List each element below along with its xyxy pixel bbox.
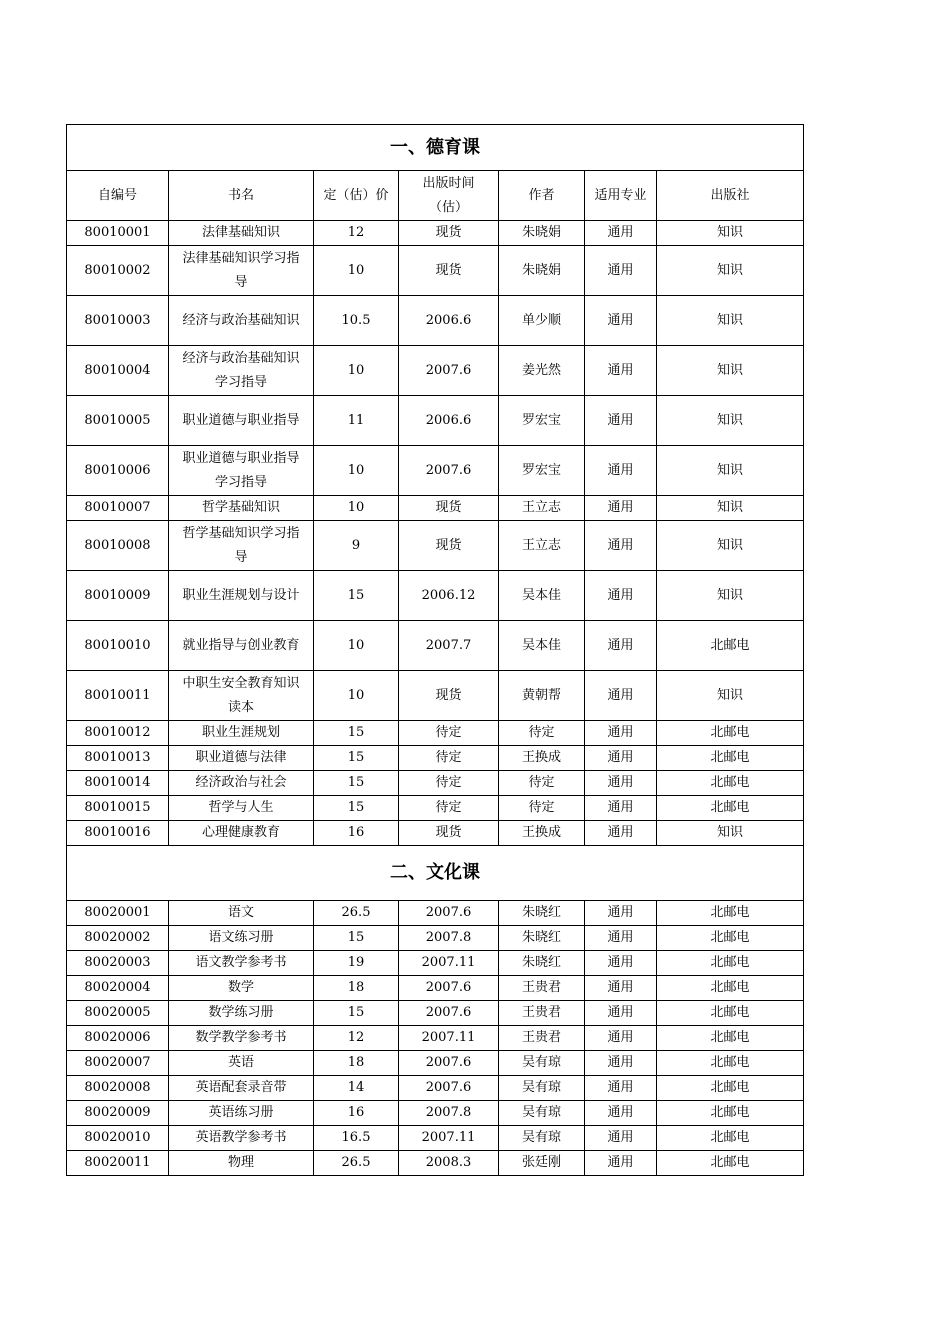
cell-date: 2007.6 bbox=[399, 346, 499, 396]
table-row bbox=[67, 1051, 804, 1076]
cell-date: 2006.6 bbox=[399, 396, 499, 446]
cell-id: 80010005 bbox=[67, 396, 169, 446]
table-row bbox=[67, 571, 804, 621]
cell-title: 语文 bbox=[169, 901, 314, 926]
cell-author: 吴有琼 bbox=[499, 1051, 585, 1076]
cell-price: 19 bbox=[314, 951, 399, 976]
cell-price: 10 bbox=[314, 671, 399, 721]
header-publisher: 出版社 bbox=[657, 171, 804, 221]
header-title: 书名 bbox=[169, 171, 314, 221]
cell-author: 吴有琼 bbox=[499, 1126, 585, 1151]
book-list-table bbox=[66, 124, 804, 1176]
cell-publisher: 知识 bbox=[657, 821, 804, 846]
cell-id: 80020002 bbox=[67, 926, 169, 951]
table-row bbox=[67, 446, 804, 496]
cell-major: 通用 bbox=[585, 1001, 657, 1026]
cell-publisher: 北邮电 bbox=[657, 976, 804, 1001]
cell-author: 朱晓红 bbox=[499, 951, 585, 976]
cell-author: 王立志 bbox=[499, 496, 585, 521]
cell-price: 16.5 bbox=[314, 1126, 399, 1151]
cell-date: 2007.11 bbox=[399, 951, 499, 976]
cell-price: 18 bbox=[314, 976, 399, 1001]
cell-date: 待定 bbox=[399, 721, 499, 746]
cell-id: 80010006 bbox=[67, 446, 169, 496]
cell-major: 通用 bbox=[585, 771, 657, 796]
cell-major: 通用 bbox=[585, 926, 657, 951]
cell-date: 现货 bbox=[399, 521, 499, 571]
table-row bbox=[67, 521, 804, 571]
cell-price: 12 bbox=[314, 1026, 399, 1051]
cell-date: 2007.8 bbox=[399, 1101, 499, 1126]
cell-date: 现货 bbox=[399, 246, 499, 296]
cell-publisher: 北邮电 bbox=[657, 926, 804, 951]
cell-author: 张廷刚 bbox=[499, 1151, 585, 1176]
cell-publisher: 知识 bbox=[657, 496, 804, 521]
cell-major: 通用 bbox=[585, 1151, 657, 1176]
header-author: 作者 bbox=[499, 171, 585, 221]
cell-title: 中职生安全教育知识读本 bbox=[169, 671, 314, 721]
cell-author: 朱晓娟 bbox=[499, 221, 585, 246]
header-id: 自编号 bbox=[67, 171, 169, 221]
cell-price: 16 bbox=[314, 1101, 399, 1126]
cell-publisher: 知识 bbox=[657, 446, 804, 496]
cell-title: 数学 bbox=[169, 976, 314, 1001]
cell-title: 法律基础知识 bbox=[169, 221, 314, 246]
cell-publisher: 知识 bbox=[657, 521, 804, 571]
cell-major: 通用 bbox=[585, 1126, 657, 1151]
cell-author: 单少顺 bbox=[499, 296, 585, 346]
cell-id: 80010002 bbox=[67, 246, 169, 296]
cell-title: 英语 bbox=[169, 1051, 314, 1076]
table-row bbox=[67, 246, 804, 296]
cell-id: 80020011 bbox=[67, 1151, 169, 1176]
cell-publisher: 北邮电 bbox=[657, 746, 804, 771]
cell-title: 经济与政治基础知识 bbox=[169, 296, 314, 346]
table-row bbox=[67, 1151, 804, 1176]
cell-publisher: 知识 bbox=[657, 221, 804, 246]
cell-publisher: 北邮电 bbox=[657, 1026, 804, 1051]
cell-price: 10 bbox=[314, 246, 399, 296]
table-row bbox=[67, 1126, 804, 1151]
cell-author: 朱晓红 bbox=[499, 926, 585, 951]
cell-date: 2007.6 bbox=[399, 976, 499, 1001]
cell-date: 2007.6 bbox=[399, 1076, 499, 1101]
cell-major: 通用 bbox=[585, 901, 657, 926]
cell-id: 80020009 bbox=[67, 1101, 169, 1126]
cell-title: 经济与政治基础知识学习指导 bbox=[169, 346, 314, 396]
cell-date: 2007.11 bbox=[399, 1026, 499, 1051]
cell-author: 吴本佳 bbox=[499, 621, 585, 671]
cell-id: 80020010 bbox=[67, 1126, 169, 1151]
table-row bbox=[67, 746, 804, 771]
cell-author: 吴有琼 bbox=[499, 1076, 585, 1101]
cell-id: 80010015 bbox=[67, 796, 169, 821]
cell-author: 姜光然 bbox=[499, 346, 585, 396]
cell-publisher: 北邮电 bbox=[657, 1126, 804, 1151]
table-row bbox=[67, 901, 804, 926]
cell-id: 80020005 bbox=[67, 1001, 169, 1026]
cell-id: 80010009 bbox=[67, 571, 169, 621]
table-row bbox=[67, 771, 804, 796]
cell-major: 通用 bbox=[585, 621, 657, 671]
cell-date: 现货 bbox=[399, 496, 499, 521]
cell-id: 80010001 bbox=[67, 221, 169, 246]
table-row bbox=[67, 926, 804, 951]
section-title-row bbox=[67, 125, 804, 171]
section-title: 一、德育课 bbox=[67, 125, 804, 171]
cell-title: 数学教学参考书 bbox=[169, 1026, 314, 1051]
cell-major: 通用 bbox=[585, 976, 657, 1001]
cell-date: 2007.6 bbox=[399, 446, 499, 496]
cell-date: 2007.6 bbox=[399, 1051, 499, 1076]
cell-date: 待定 bbox=[399, 796, 499, 821]
cell-id: 80020008 bbox=[67, 1076, 169, 1101]
cell-date: 2006.6 bbox=[399, 296, 499, 346]
section-title: 二、文化课 bbox=[67, 846, 804, 901]
cell-author: 罗宏宝 bbox=[499, 396, 585, 446]
table-row bbox=[67, 1026, 804, 1051]
cell-title: 哲学基础知识 bbox=[169, 496, 314, 521]
cell-major: 通用 bbox=[585, 821, 657, 846]
cell-date: 2007.7 bbox=[399, 621, 499, 671]
cell-author: 王换成 bbox=[499, 746, 585, 771]
cell-price: 18 bbox=[314, 1051, 399, 1076]
cell-major: 通用 bbox=[585, 1076, 657, 1101]
cell-publisher: 知识 bbox=[657, 346, 804, 396]
cell-author: 罗宏宝 bbox=[499, 446, 585, 496]
table-row bbox=[67, 221, 804, 246]
table-row bbox=[67, 346, 804, 396]
header-major: 适用专业 bbox=[585, 171, 657, 221]
cell-major: 通用 bbox=[585, 1026, 657, 1051]
cell-title: 物理 bbox=[169, 1151, 314, 1176]
cell-author: 待定 bbox=[499, 721, 585, 746]
cell-major: 通用 bbox=[585, 221, 657, 246]
table-row bbox=[67, 496, 804, 521]
section-title-row bbox=[67, 846, 804, 901]
header-price: 定（估）价 bbox=[314, 171, 399, 221]
cell-title: 职业生涯规划与设计 bbox=[169, 571, 314, 621]
table-row bbox=[67, 671, 804, 721]
cell-price: 15 bbox=[314, 926, 399, 951]
cell-publisher: 知识 bbox=[657, 296, 804, 346]
cell-title: 哲学与人生 bbox=[169, 796, 314, 821]
cell-id: 80010004 bbox=[67, 346, 169, 396]
header-date: 出版时间（估） bbox=[399, 171, 499, 221]
cell-price: 14 bbox=[314, 1076, 399, 1101]
cell-id: 80010003 bbox=[67, 296, 169, 346]
cell-id: 80010011 bbox=[67, 671, 169, 721]
cell-id: 80010016 bbox=[67, 821, 169, 846]
cell-author: 吴有琼 bbox=[499, 1101, 585, 1126]
cell-id: 80020006 bbox=[67, 1026, 169, 1051]
cell-date: 2007.6 bbox=[399, 1001, 499, 1026]
cell-author: 朱晓娟 bbox=[499, 246, 585, 296]
cell-price: 10.5 bbox=[314, 296, 399, 346]
cell-id: 80010014 bbox=[67, 771, 169, 796]
cell-publisher: 北邮电 bbox=[657, 1101, 804, 1126]
cell-title: 哲学基础知识学习指导 bbox=[169, 521, 314, 571]
cell-title: 语文教学参考书 bbox=[169, 951, 314, 976]
cell-author: 王贵君 bbox=[499, 976, 585, 1001]
cell-author: 待定 bbox=[499, 771, 585, 796]
cell-date: 2007.8 bbox=[399, 926, 499, 951]
cell-date: 2007.6 bbox=[399, 901, 499, 926]
cell-price: 16 bbox=[314, 821, 399, 846]
cell-id: 80020004 bbox=[67, 976, 169, 1001]
cell-title: 职业道德与职业指导 bbox=[169, 396, 314, 446]
cell-title: 语文练习册 bbox=[169, 926, 314, 951]
cell-title: 数学练习册 bbox=[169, 1001, 314, 1026]
cell-id: 80020007 bbox=[67, 1051, 169, 1076]
cell-price: 26.5 bbox=[314, 901, 399, 926]
cell-major: 通用 bbox=[585, 521, 657, 571]
cell-date: 现货 bbox=[399, 671, 499, 721]
cell-title: 职业道德与法律 bbox=[169, 746, 314, 771]
cell-date: 现货 bbox=[399, 221, 499, 246]
cell-date: 2006.12 bbox=[399, 571, 499, 621]
cell-title: 英语教学参考书 bbox=[169, 1126, 314, 1151]
cell-major: 通用 bbox=[585, 571, 657, 621]
cell-id: 80010007 bbox=[67, 496, 169, 521]
cell-major: 通用 bbox=[585, 296, 657, 346]
table-row bbox=[67, 1101, 804, 1126]
cell-author: 黄朝帮 bbox=[499, 671, 585, 721]
cell-publisher: 北邮电 bbox=[657, 1076, 804, 1101]
cell-price: 10 bbox=[314, 446, 399, 496]
cell-price: 10 bbox=[314, 496, 399, 521]
cell-author: 王换成 bbox=[499, 821, 585, 846]
cell-publisher: 知识 bbox=[657, 571, 804, 621]
cell-title: 职业道德与职业指导学习指导 bbox=[169, 446, 314, 496]
cell-price: 10 bbox=[314, 346, 399, 396]
cell-price: 15 bbox=[314, 746, 399, 771]
cell-major: 通用 bbox=[585, 496, 657, 521]
table-row bbox=[67, 721, 804, 746]
cell-price: 9 bbox=[314, 521, 399, 571]
cell-date: 待定 bbox=[399, 746, 499, 771]
cell-publisher: 北邮电 bbox=[657, 1001, 804, 1026]
cell-major: 通用 bbox=[585, 746, 657, 771]
table-row bbox=[67, 621, 804, 671]
cell-price: 26.5 bbox=[314, 1151, 399, 1176]
cell-price: 12 bbox=[314, 221, 399, 246]
cell-publisher: 北邮电 bbox=[657, 621, 804, 671]
cell-title: 职业生涯规划 bbox=[169, 721, 314, 746]
cell-publisher: 北邮电 bbox=[657, 771, 804, 796]
cell-date: 待定 bbox=[399, 771, 499, 796]
cell-id: 80010013 bbox=[67, 746, 169, 771]
cell-publisher: 北邮电 bbox=[657, 721, 804, 746]
cell-title: 英语配套录音带 bbox=[169, 1076, 314, 1101]
cell-price: 15 bbox=[314, 771, 399, 796]
cell-price: 15 bbox=[314, 1001, 399, 1026]
cell-title: 英语练习册 bbox=[169, 1101, 314, 1126]
table-row bbox=[67, 1076, 804, 1101]
table-row bbox=[67, 821, 804, 846]
cell-author: 朱晓红 bbox=[499, 901, 585, 926]
table-row bbox=[67, 396, 804, 446]
cell-publisher: 北邮电 bbox=[657, 1151, 804, 1176]
table-row bbox=[67, 976, 804, 1001]
cell-id: 80010012 bbox=[67, 721, 169, 746]
cell-id: 80010010 bbox=[67, 621, 169, 671]
cell-author: 吴本佳 bbox=[499, 571, 585, 621]
cell-publisher: 知识 bbox=[657, 671, 804, 721]
cell-author: 待定 bbox=[499, 796, 585, 821]
cell-publisher: 知识 bbox=[657, 246, 804, 296]
cell-publisher: 北邮电 bbox=[657, 1051, 804, 1076]
cell-author: 王贵君 bbox=[499, 1001, 585, 1026]
cell-date: 2008.3 bbox=[399, 1151, 499, 1176]
cell-major: 通用 bbox=[585, 446, 657, 496]
cell-author: 王贵君 bbox=[499, 1026, 585, 1051]
cell-price: 11 bbox=[314, 396, 399, 446]
cell-publisher: 北邮电 bbox=[657, 951, 804, 976]
cell-major: 通用 bbox=[585, 721, 657, 746]
cell-price: 15 bbox=[314, 796, 399, 821]
table-row bbox=[67, 951, 804, 976]
cell-title: 经济政治与社会 bbox=[169, 771, 314, 796]
cell-publisher: 北邮电 bbox=[657, 796, 804, 821]
cell-major: 通用 bbox=[585, 796, 657, 821]
cell-major: 通用 bbox=[585, 346, 657, 396]
cell-price: 10 bbox=[314, 621, 399, 671]
cell-publisher: 知识 bbox=[657, 396, 804, 446]
cell-date: 现货 bbox=[399, 821, 499, 846]
cell-major: 通用 bbox=[585, 396, 657, 446]
cell-id: 80020003 bbox=[67, 951, 169, 976]
table-row bbox=[67, 1001, 804, 1026]
cell-major: 通用 bbox=[585, 671, 657, 721]
cell-major: 通用 bbox=[585, 246, 657, 296]
cell-price: 15 bbox=[314, 721, 399, 746]
cell-date: 2007.11 bbox=[399, 1126, 499, 1151]
cell-major: 通用 bbox=[585, 951, 657, 976]
cell-price: 15 bbox=[314, 571, 399, 621]
cell-id: 80010008 bbox=[67, 521, 169, 571]
cell-author: 王立志 bbox=[499, 521, 585, 571]
cell-id: 80020001 bbox=[67, 901, 169, 926]
table-row bbox=[67, 796, 804, 821]
cell-title: 就业指导与创业教育 bbox=[169, 621, 314, 671]
cell-publisher: 北邮电 bbox=[657, 901, 804, 926]
table-row bbox=[67, 296, 804, 346]
header-row bbox=[67, 171, 804, 221]
cell-major: 通用 bbox=[585, 1051, 657, 1076]
table-body bbox=[67, 125, 804, 1176]
cell-title: 心理健康教育 bbox=[169, 821, 314, 846]
cell-major: 通用 bbox=[585, 1101, 657, 1126]
cell-title: 法律基础知识学习指导 bbox=[169, 246, 314, 296]
